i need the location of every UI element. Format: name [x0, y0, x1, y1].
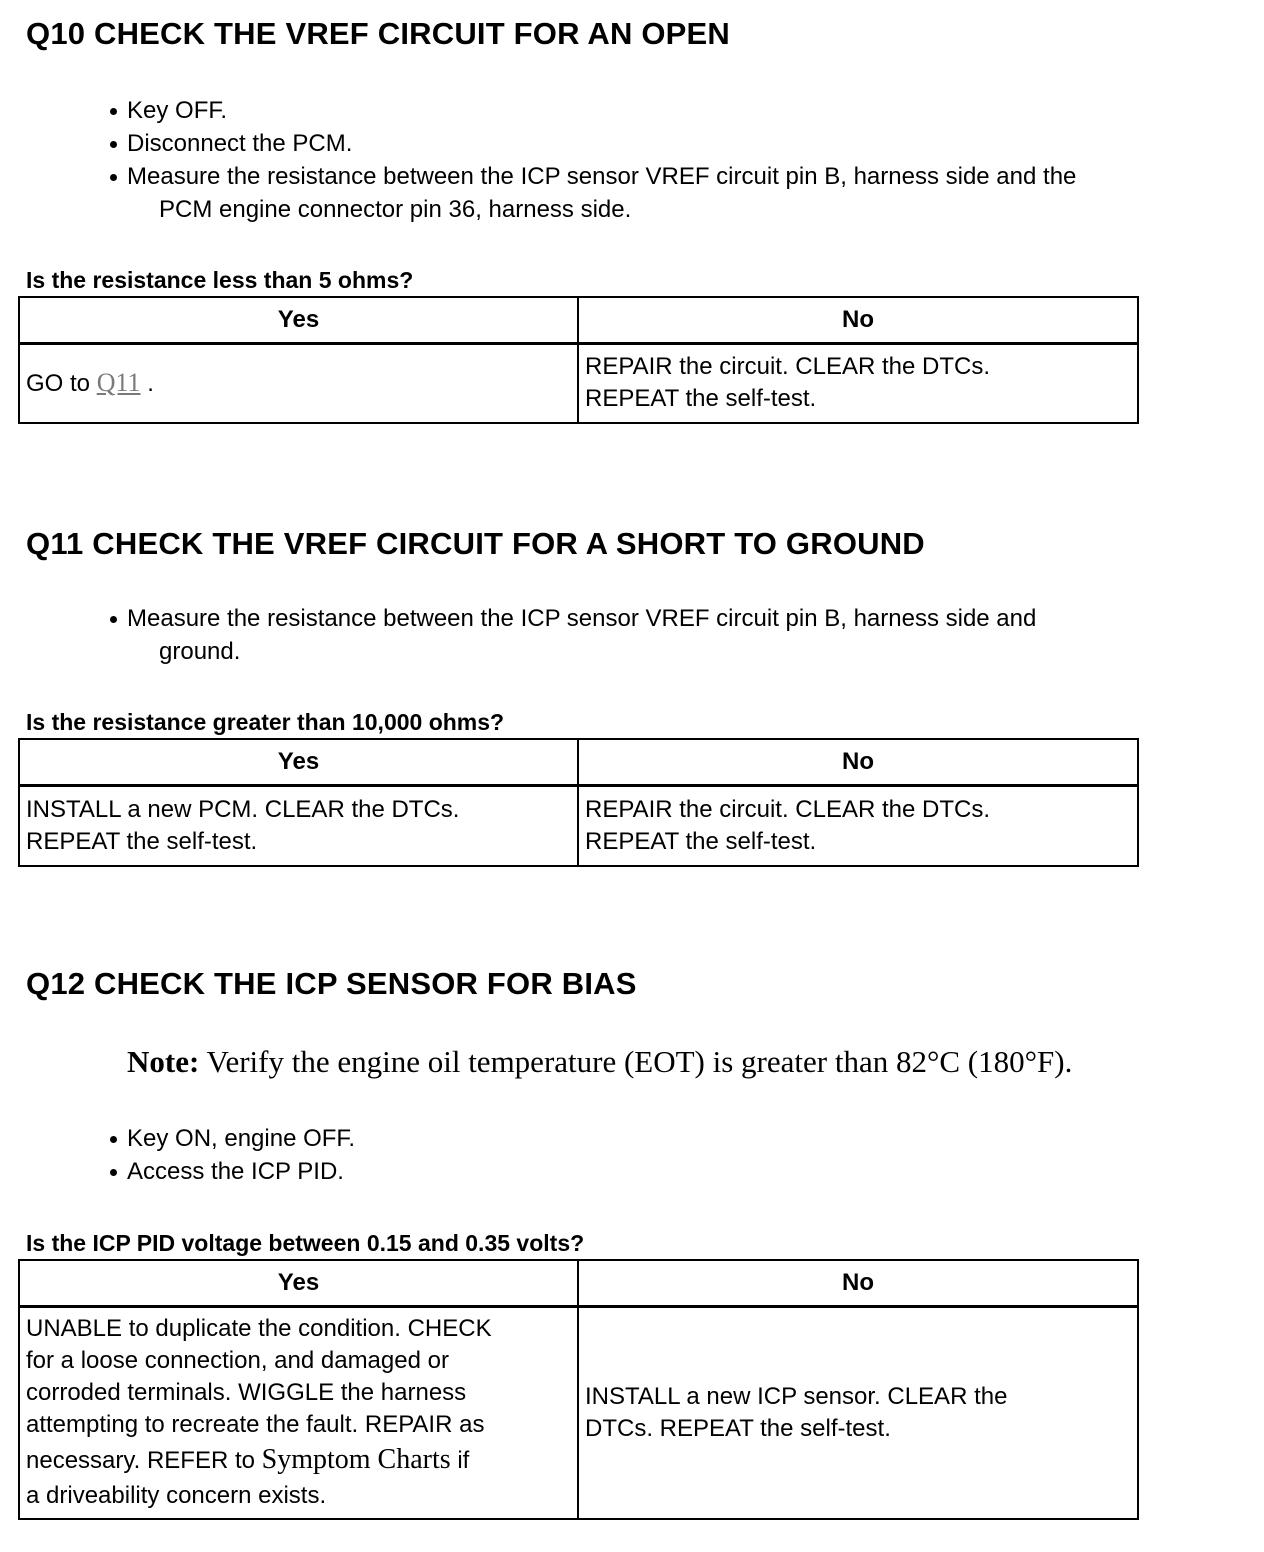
bullet-icon [110, 108, 117, 115]
no-header: No [578, 297, 1138, 344]
symptom-charts-link[interactable]: Symptom Charts [261, 1444, 451, 1476]
q12-steps [108, 1122, 1248, 1188]
q11-heading: Q11 CHECK THE VREF CIRCUIT FOR A SHORT TO GROUND [26, 526, 925, 561]
list-item-continuation: ground. [159, 638, 241, 665]
list-item: Key OFF. [108, 94, 1248, 127]
bullet-icon [110, 1136, 117, 1143]
yes-header: Yes [19, 297, 578, 344]
q12-heading: Q12 CHECK THE ICP SENSOR FOR BIAS [26, 966, 637, 1001]
yes-cell: INSTALL a new PCM. CLEAR the DTCs. REPEAT the self-test. [19, 786, 578, 866]
yes-cell: UNABLE to duplicate the condition. CHECK for a loose connection, and damaged or corroded terminals. WIGGLE the harness attempting to recreate the fault. REPAIR as necessary. REFER to Symptom Charts if a driveability concern exists. [19, 1307, 578, 1519]
bullet-icon [110, 1169, 117, 1176]
no-cell: INSTALL a new ICP sensor. CLEAR the DTCs. REPEAT the self-test. [578, 1307, 1138, 1519]
q12-question: Is the ICP PID voltage between 0.15 and 0.35 volts? [26, 1230, 585, 1256]
q10-answer-table [18, 296, 1139, 424]
q11-question: Is the resistance greater than 10,000 ohms? [26, 709, 505, 735]
yes-header: Yes [19, 739, 578, 786]
bullet-icon [110, 616, 117, 623]
note-label: Note: [127, 1044, 200, 1079]
q11-link[interactable]: Q11 [96, 367, 141, 397]
q10-question: Is the resistance less than 5 ohms? [26, 267, 414, 293]
no-header: No [578, 1260, 1138, 1307]
q11-steps [108, 602, 1248, 668]
list-item: Measure the resistance between the ICP sensor VREF circuit pin B, harness side and the PCM engine connector pin 36, harness side. [108, 160, 1248, 226]
list-item: Disconnect the PCM. [108, 127, 1248, 160]
no-header: No [578, 739, 1138, 786]
q10-steps [108, 94, 1248, 226]
list-item: Access the ICP PID. [108, 1155, 1248, 1188]
list-item: Measure the resistance between the ICP sensor VREF circuit pin B, harness side and ground. [108, 602, 1248, 668]
yes-cell: GO to Q11 . [19, 344, 578, 423]
q12-note [127, 1044, 1072, 1080]
list-item-continuation: PCM engine connector pin 36, harness side. [159, 196, 632, 223]
list-item: Key ON, engine OFF. [108, 1122, 1248, 1155]
bullet-icon [110, 141, 117, 148]
q11-answer-table [18, 738, 1139, 867]
bullet-icon [110, 174, 117, 181]
no-cell: REPAIR the circuit. CLEAR the DTCs. REPEAT the self-test. [578, 786, 1138, 866]
q10-heading: Q10 CHECK THE VREF CIRCUIT FOR AN OPEN [26, 16, 731, 51]
yes-header: Yes [19, 1260, 578, 1307]
note-text: Verify the engine oil temperature (EOT) is greater than 82°C (180°F). [206, 1044, 1073, 1079]
no-cell: REPAIR the circuit. CLEAR the DTCs. REPEAT the self-test. [578, 344, 1138, 423]
q12-answer-table [18, 1259, 1139, 1520]
